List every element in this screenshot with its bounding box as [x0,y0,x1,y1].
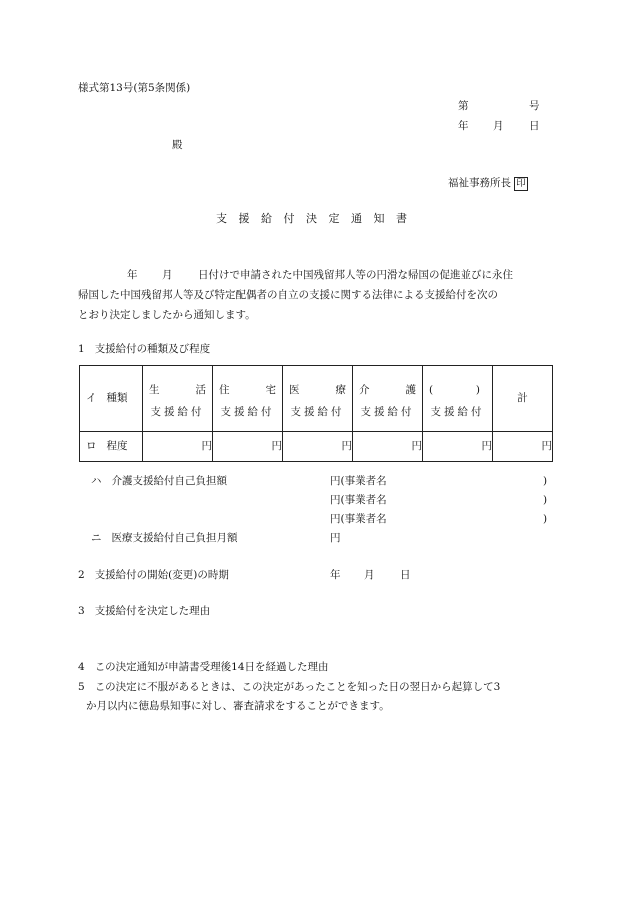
type-name-char: 医 [289,383,300,396]
section-4-label: この決定通知が申請書受理後14日を経過した理由 [94,661,329,673]
type-sub-label: 支援給付 [220,405,275,418]
type-sub-label: 支援給付 [430,405,485,418]
type-name-char: 介 [359,383,370,396]
type-name-char: 生 [149,383,160,396]
ha-close-paren-3: ) [543,513,548,525]
document-title: 支援給付決定通知書 [216,212,419,225]
row-degree-letter: ロ [86,440,97,453]
row-degree-label: 程度 [106,440,128,453]
section-3-heading [78,606,210,617]
table-row-degree [80,432,553,462]
benefit-table [79,365,553,462]
row-type-letter: イ [86,392,97,405]
row-type-label: 種類 [106,392,128,405]
table-row-types [80,366,553,432]
type-name-char: 活 [195,383,206,396]
section-2-label: 支援給付の開始(変更)の時期 [94,569,229,581]
type-name-char: 住 [219,383,230,396]
section-2-number: 2 [78,569,85,581]
type-name-char: ( [429,383,434,396]
type-name-char: 療 [335,383,346,396]
date-year: 年 [458,120,469,132]
total-header: 計 [517,392,528,405]
type-cell-jutaku [213,366,283,432]
doc-number-suffix: 号 [529,100,540,112]
date-day: 日 [529,120,540,132]
section-4-number: 4 [78,661,85,673]
amount-cell [143,432,213,462]
type-name-char: 宅 [265,383,276,396]
item-ni-letter: ニ [91,532,102,544]
section-1-number: 1 [78,343,85,355]
date-month: 月 [493,120,504,132]
type-cell-other [423,366,493,432]
section-5-number: 5 [78,681,85,693]
type-sub-label: 支援給付 [360,405,415,418]
ha-close-paren-2: ) [543,494,548,506]
intro-line-1 [78,265,552,285]
issuer-title: 福祉事務所長 [448,177,511,189]
section-3-number: 3 [78,605,85,617]
yen-unit: 円 [341,440,352,453]
ha-close-paren-1: ) [543,475,548,487]
amount-cell [213,432,283,462]
section-1-heading [78,344,210,355]
item-ni-text: 医療支援給付自己負担月額 [111,532,238,544]
yen-unit: 円 [411,440,422,453]
intro-line-3: とおり決定しましたから通知します。 [78,309,256,321]
section-1-label: 支援給付の種類及び程度 [94,343,211,355]
item-ha-label [91,476,227,487]
intro-line-2: 帰国した中国残留邦人等及び特定配偶者の自立の支援に関する法律による支援給付を次の [78,289,498,301]
type-sub-label: 支援給付 [290,405,345,418]
item-ni-label [91,533,238,544]
section-5-line-2: か月以内に徳島県知事に対し、審査請求をすることができます。 [86,700,390,712]
ha-yen-vendor-2: 円(事業者名 [330,494,387,506]
type-cell-iryo [283,366,353,432]
section-2-heading [78,570,229,581]
intro-line-1-text: 日付けで申請された中国残留邦人等の円滑な帰国の促進並びに永住 [198,269,513,281]
yen-unit: 円 [201,440,212,453]
type-sub-label: 支援給付 [150,405,205,418]
seal-mark: 印 [514,177,528,191]
type-name-char: 護 [405,383,416,396]
amount-cell [353,432,423,462]
yen-unit: 円 [271,440,282,453]
section-2-year: 年 [330,569,341,581]
section-5-text-1: この決定に不服があるときは、この決定があったことを知った日の翌日から起算して3 [94,681,501,693]
intro-date-month: 月 [162,269,173,281]
addressee-honorific: 殿 [172,139,183,151]
section-2-month: 月 [364,569,375,581]
total-header-cell [493,366,553,432]
ha-yen-vendor-3: 円(事業者名 [330,513,387,525]
amount-cell [423,432,493,462]
ni-yen: 円 [330,532,341,544]
type-cell-seikatsu [143,366,213,432]
doc-number-prefix: 第 [458,100,469,112]
section-5-line-1 [78,682,500,693]
section-2-day: 日 [400,569,411,581]
intro-paragraph [78,265,552,325]
type-cell-kaigo [353,366,423,432]
yen-unit: 円 [541,440,552,453]
ha-yen-vendor-1: 円(事業者名 [330,475,387,487]
section-4-heading [78,662,329,673]
row-degree-label-cell [80,432,143,462]
type-name-char: ) [475,383,480,396]
section-3-label: 支援給付を決定した理由 [94,605,211,617]
amount-cell [493,432,553,462]
item-ha-text: 介護支援給付自己負担額 [111,475,227,487]
intro-date-year: 年 [127,269,138,281]
yen-unit: 円 [481,440,492,453]
amount-cell [283,432,353,462]
item-ha-letter: ハ [91,475,102,487]
form-number: 様式第13号(第5条関係) [78,82,191,94]
issuer [448,177,528,191]
row-type-label-cell [80,366,143,432]
